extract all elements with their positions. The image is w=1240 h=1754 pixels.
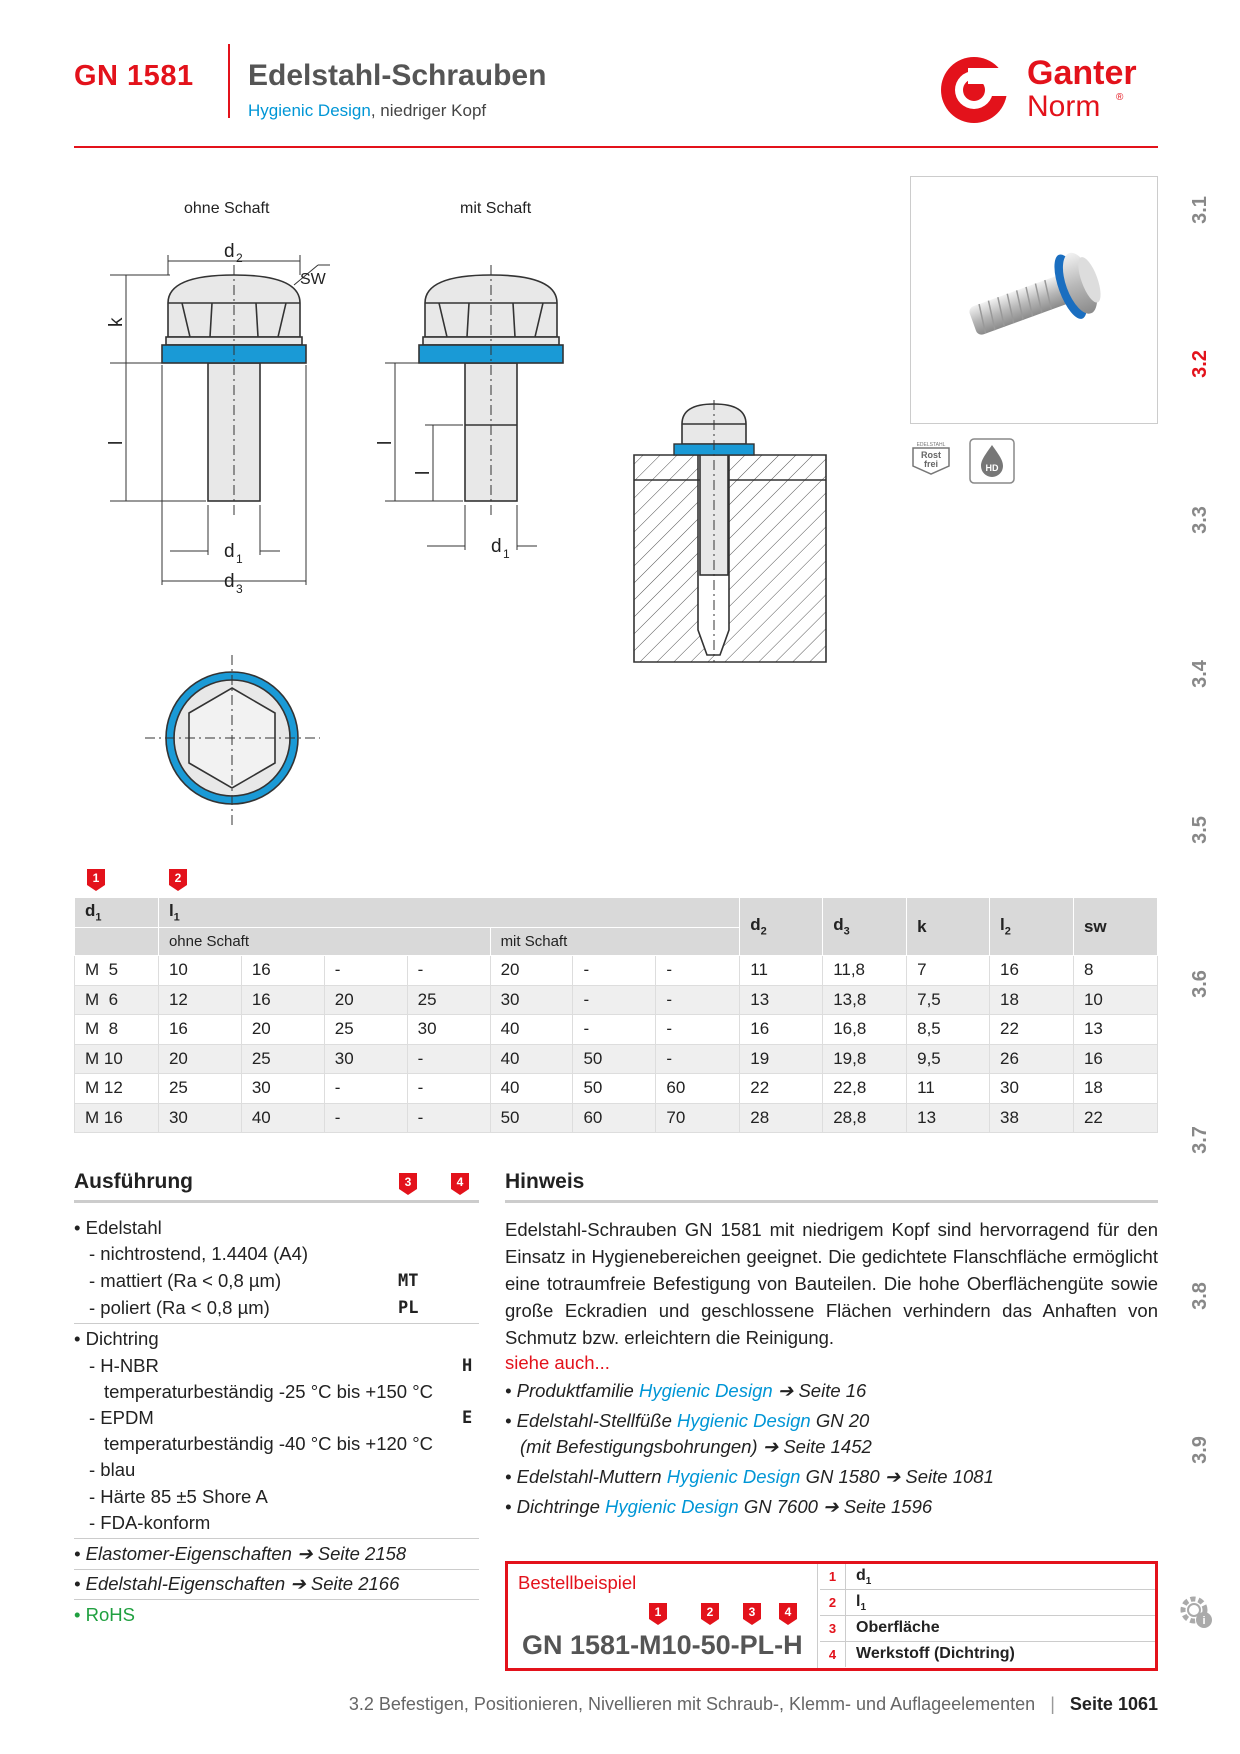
- table-header-row: [75, 898, 1158, 928]
- link-edelstahl-eigenschaften[interactable]: • Edelstahl-Eigenschaften ➔ Seite 2166: [74, 1573, 400, 1594]
- table-cell: -: [656, 1044, 740, 1074]
- table-cell: M 5: [75, 956, 159, 986]
- svg-text:1: 1: [503, 547, 510, 561]
- divider: [74, 1538, 479, 1539]
- table-cell: 11: [907, 1074, 990, 1104]
- ausfuehrung-rule: [74, 1200, 479, 1203]
- screw-photo-icon: [911, 177, 1157, 423]
- marker-4: [450, 1172, 470, 1196]
- table-cell: 30: [241, 1074, 324, 1104]
- side-tab-3-3[interactable]: 3.3: [1189, 506, 1211, 534]
- table-cell: 10: [158, 956, 241, 986]
- side-tab-3-7[interactable]: 3.7: [1189, 1126, 1211, 1154]
- table-cell: -: [324, 1103, 407, 1133]
- svg-text:i: i: [1202, 1615, 1206, 1627]
- table-cell: -: [407, 1074, 490, 1104]
- divider: [74, 1569, 479, 1570]
- table-cell: 40: [490, 1015, 573, 1045]
- divider: [74, 1599, 479, 1600]
- table-cell: 25: [158, 1074, 241, 1104]
- table-cell: 19,8: [823, 1044, 907, 1074]
- th-d3: $d_3$: [823, 898, 907, 956]
- table-cell: 7: [907, 956, 990, 986]
- svg-text:1: 1: [236, 552, 243, 566]
- table-cell: 12: [158, 985, 241, 1015]
- svg-text:HD: HD: [985, 463, 999, 473]
- drawing-top-view: [140, 650, 330, 830]
- table-cell: 16: [1073, 1044, 1157, 1074]
- bestellbeispiel-box: [505, 1561, 1158, 1671]
- ausfuehrung-heading: Ausführung: [74, 1170, 193, 1193]
- svg-text:1: 1: [92, 871, 100, 885]
- link-dichtringe[interactable]: • Dichtringe Hygienic Design GN 7600 ➔ Seite 1596: [505, 1496, 933, 1517]
- table-cell: 40: [490, 1044, 573, 1074]
- svg-text:frei: frei: [923, 459, 939, 469]
- table-cell: 22,8: [823, 1074, 907, 1104]
- table-cell: 22: [990, 1015, 1074, 1045]
- rostfrei-badge-icon: [905, 440, 957, 476]
- hygienic-design-link[interactable]: Hygienic Design: [248, 101, 371, 120]
- table-cell: 18: [1073, 1074, 1157, 1104]
- table-cell: 70: [656, 1103, 740, 1133]
- hinweis-text: Edelstahl-Schrauben GN 1581 mit niedrigem Kopf sind hervorragend für den Einsatz in Hygienebereichen geeignet. Die gedichtete Flanschfläche ermöglicht eine totraumfreie Befestigung von Bauteilen. Die hohe Oberflächengüte sowie große Eckradien und geschlossene Flächen verhindern das Anhaften von Schmutz bzw. erleichtern die Reinigung.: [505, 1219, 1158, 1348]
- table-cell: 11,8: [823, 956, 907, 986]
- footer-text: 3.2 Befestigen, Positionieren, Nivellieren mit Schraub-, Klemm- und Auflageelementen: [348, 1694, 1036, 1714]
- item-epdm: - EPDM: [89, 1407, 154, 1428]
- order-marker-1: [648, 1602, 668, 1626]
- marker-1: [86, 868, 106, 892]
- table-cell: 22: [1073, 1103, 1157, 1133]
- order-row-4: 4 Werkstoff (Dichtring): [820, 1642, 1155, 1668]
- item-nichtrostend: - nichtrostend, 1.4404 (A4): [89, 1243, 309, 1264]
- drawing-ohne-schaft: [106, 235, 340, 600]
- table-cell: -: [407, 1044, 490, 1074]
- item-mattiert: - mattiert (Ra < 0,8 µm): [89, 1270, 282, 1291]
- svg-text:l: l: [375, 440, 396, 445]
- table-cell: 16: [158, 1015, 241, 1045]
- link-elastomer[interactable]: • Elastomer-Eigenschaften ➔ Seite 2158: [74, 1543, 407, 1564]
- svg-text:SW: SW: [300, 271, 326, 288]
- th-sw: sw: [1073, 898, 1157, 956]
- logo-text-norm: Norm: [1027, 90, 1101, 123]
- table-cell: -: [573, 985, 656, 1015]
- item-dichtring: • Dichtring: [74, 1328, 159, 1349]
- logo-text-ganter: Ganter: [1027, 54, 1137, 92]
- svg-text:4: 4: [784, 1605, 792, 1619]
- table-cell: 25: [324, 1015, 407, 1045]
- svg-text:Rost: Rost: [921, 450, 941, 460]
- drawing-installed-section: [630, 400, 830, 662]
- svg-text:2: 2: [174, 871, 182, 885]
- table-cell: 11: [740, 956, 823, 986]
- link-muttern[interactable]: • Edelstahl-Muttern Hygienic Design GN 1580 ➔ Seite 1081: [505, 1466, 994, 1487]
- side-tab-3-8[interactable]: 3.8: [1189, 1282, 1211, 1310]
- table-cell: 50: [573, 1074, 656, 1104]
- table-cell: -: [573, 1015, 656, 1045]
- code-pl: PL: [398, 1298, 419, 1318]
- ganter-logo-icon: [938, 54, 1010, 126]
- table-cell: 10: [1073, 985, 1157, 1015]
- order-marker-4: [778, 1602, 798, 1626]
- svg-text:k: k: [106, 317, 127, 327]
- table-cell: 30: [324, 1044, 407, 1074]
- table-cell: 7,5: [907, 985, 990, 1015]
- table-cell: 16: [241, 956, 324, 986]
- order-marker-3: [742, 1602, 762, 1626]
- table-row: [75, 1074, 1158, 1104]
- svg-text:l: l: [413, 470, 434, 475]
- table-cell: 40: [241, 1103, 324, 1133]
- marker-2: [168, 868, 188, 892]
- table-cell: -: [324, 956, 407, 986]
- side-tab-3-6[interactable]: 3.6: [1189, 970, 1211, 998]
- table-cell: M 10: [75, 1044, 159, 1074]
- header-divider: [228, 44, 230, 118]
- table-cell: -: [324, 1074, 407, 1104]
- item-edelstahl: • Edelstahl: [74, 1217, 162, 1238]
- order-marker-2: [700, 1602, 720, 1626]
- table-cell: 20: [490, 956, 573, 986]
- table-cell: 16: [740, 1015, 823, 1045]
- table-cell: 13: [740, 985, 823, 1015]
- th-ohne-schaft: ohne Schaft: [158, 928, 490, 956]
- table-cell: -: [656, 1015, 740, 1045]
- table-row: [75, 985, 1158, 1015]
- table-cell: 60: [656, 1074, 740, 1104]
- table-cell: 16: [241, 985, 324, 1015]
- table-cell: -: [407, 1103, 490, 1133]
- bestellbeispiel-title: Bestellbeispiel: [518, 1572, 637, 1593]
- table-cell: M 16: [75, 1103, 159, 1133]
- table-cell: 40: [490, 1074, 573, 1104]
- svg-text:d: d: [491, 536, 502, 557]
- table-cell: 13: [907, 1103, 990, 1133]
- table-cell: 30: [490, 985, 573, 1015]
- table-cell: 28: [740, 1103, 823, 1133]
- page-subtitle: Hygienic Design, niedriger Kopf: [248, 101, 487, 120]
- table-cell: 50: [490, 1103, 573, 1133]
- page-number: Seite 1061: [1069, 1694, 1158, 1714]
- table-cell: 38: [990, 1103, 1074, 1133]
- svg-text:1: 1: [654, 1605, 662, 1619]
- table-cell: 30: [990, 1074, 1074, 1104]
- label-mit-schaft: mit Schaft: [460, 200, 532, 217]
- table-cell: 28,8: [823, 1103, 907, 1133]
- item-haerte: - Härte 85 ±5 Shore A: [89, 1486, 268, 1507]
- table-cell: 22: [740, 1074, 823, 1104]
- code-e: E: [462, 1408, 473, 1428]
- hinweis-heading: Hinweis: [505, 1170, 585, 1193]
- logo-registered: ®: [1116, 92, 1124, 103]
- order-code: GN 1581-M10-50-PL-H: [522, 1630, 803, 1660]
- table-cell: 16,8: [823, 1015, 907, 1045]
- th-l1: $l_1$: [158, 898, 739, 928]
- th-l2: $l_2$: [990, 898, 1074, 956]
- table-cell: 20: [158, 1044, 241, 1074]
- table-cell: 30: [158, 1103, 241, 1133]
- table-cell: 25: [241, 1044, 324, 1074]
- table-cell: 18: [990, 985, 1074, 1015]
- svg-text:2: 2: [236, 251, 243, 265]
- side-tab-3-1[interactable]: 3.1: [1189, 196, 1211, 224]
- table-cell: -: [656, 985, 740, 1015]
- drawing-mit-schaft: [375, 260, 565, 561]
- svg-text:2: 2: [706, 1605, 714, 1619]
- divider: [74, 1323, 479, 1324]
- marker-3: [398, 1172, 418, 1196]
- item-epdm-temp: temperaturbeständig -40 °C bis +120 °C: [104, 1433, 433, 1454]
- table-cell: M 6: [75, 985, 159, 1015]
- table-cell: 16: [990, 956, 1074, 986]
- table-cell: -: [573, 956, 656, 986]
- side-tab-3-4[interactable]: 3.4: [1189, 660, 1211, 688]
- table-cell: 19: [740, 1044, 823, 1074]
- order-row-2: 2 $l_1$: [820, 1590, 1155, 1616]
- side-tab-3-2[interactable]: 3.2: [1189, 350, 1211, 378]
- table-cell: 26: [990, 1044, 1074, 1074]
- code-h: H: [462, 1356, 473, 1376]
- th-d1: $d_1$: [75, 898, 159, 928]
- bestellbeispiel-left: [508, 1564, 818, 1668]
- item-hnbr: - H-NBR: [89, 1355, 159, 1376]
- item-poliert: - poliert (Ra < 0,8 µm): [89, 1297, 270, 1318]
- table-cell: 13: [1073, 1015, 1157, 1045]
- table-row: [75, 956, 1158, 986]
- table-cell: 9,5: [907, 1044, 990, 1074]
- table-cell: 20: [324, 985, 407, 1015]
- table-cell: 8,5: [907, 1015, 990, 1045]
- th-mit-schaft: mit Schaft: [490, 928, 740, 956]
- gear-info-icon[interactable]: [1176, 1592, 1216, 1632]
- page-title: Edelstahl-Schrauben: [248, 59, 547, 92]
- product-code: GN 1581: [74, 60, 194, 92]
- label-ohne-schaft: ohne Schaft: [184, 200, 270, 217]
- siehe-auch: siehe auch...: [505, 1352, 610, 1373]
- header-rule: [74, 146, 1158, 148]
- table-cell: 50: [573, 1044, 656, 1074]
- svg-text:d: d: [224, 541, 235, 562]
- svg-text:3: 3: [748, 1605, 756, 1619]
- code-mt: MT: [398, 1271, 419, 1291]
- svg-text:3: 3: [404, 1175, 412, 1189]
- svg-text:l: l: [106, 440, 127, 445]
- table-cell: -: [407, 956, 490, 986]
- th-d2: $d_2$: [740, 898, 823, 956]
- dimension-table: [74, 897, 1158, 1133]
- svg-text:3: 3: [236, 582, 243, 596]
- svg-text:EDELSTAHL: EDELSTAHL: [916, 442, 946, 448]
- table-cell: M 12: [75, 1074, 159, 1104]
- table-cell: 60: [573, 1103, 656, 1133]
- hygienic-design-badge-icon: [969, 438, 1015, 484]
- link-stellfuesse-seite[interactable]: (mit Befestigungsbohrungen) ➔ Seite 1452: [520, 1436, 872, 1457]
- item-hnbr-temp: temperaturbeständig -25 °C bis +150 °C: [104, 1381, 433, 1402]
- item-fda: - FDA-konform: [89, 1512, 211, 1533]
- item-rohs: • RoHS: [74, 1604, 135, 1625]
- order-row-3: 3 Oberfläche: [820, 1616, 1155, 1642]
- hinweis-rule: [505, 1200, 1158, 1203]
- product-photo: [910, 176, 1158, 424]
- table-cell: 8: [1073, 956, 1157, 986]
- svg-text:d: d: [224, 241, 235, 262]
- table-cell: 25: [407, 985, 490, 1015]
- table-row: [75, 1015, 1158, 1045]
- table-cell: 13,8: [823, 985, 907, 1015]
- table-cell: M 8: [75, 1015, 159, 1045]
- link-stellfuesse[interactable]: • Edelstahl-Stellfüße Hygienic Design GN 20: [505, 1410, 870, 1431]
- order-row-1: 1 $d_1$: [820, 1564, 1155, 1590]
- side-tab-3-9[interactable]: 3.9: [1189, 1436, 1211, 1464]
- table-row: [75, 1103, 1158, 1133]
- page-footer: 3.2 Befestigen, Positionieren, Nivellieren mit Schraub-, Klemm- und Auflageelementen | Seite 1061: [348, 1694, 1158, 1714]
- table-row: [75, 1044, 1158, 1074]
- table-cell: 20: [241, 1015, 324, 1045]
- link-produktfamilie[interactable]: • Produktfamilie Hygienic Design ➔ Seite 16: [505, 1380, 867, 1401]
- side-tab-3-5[interactable]: 3.5: [1189, 816, 1211, 844]
- table-cell: 30: [407, 1015, 490, 1045]
- table-cell: -: [656, 956, 740, 986]
- svg-text:d: d: [224, 571, 235, 592]
- item-blau: - blau: [89, 1459, 136, 1480]
- svg-text:4: 4: [456, 1175, 464, 1189]
- th-k: k: [907, 898, 990, 956]
